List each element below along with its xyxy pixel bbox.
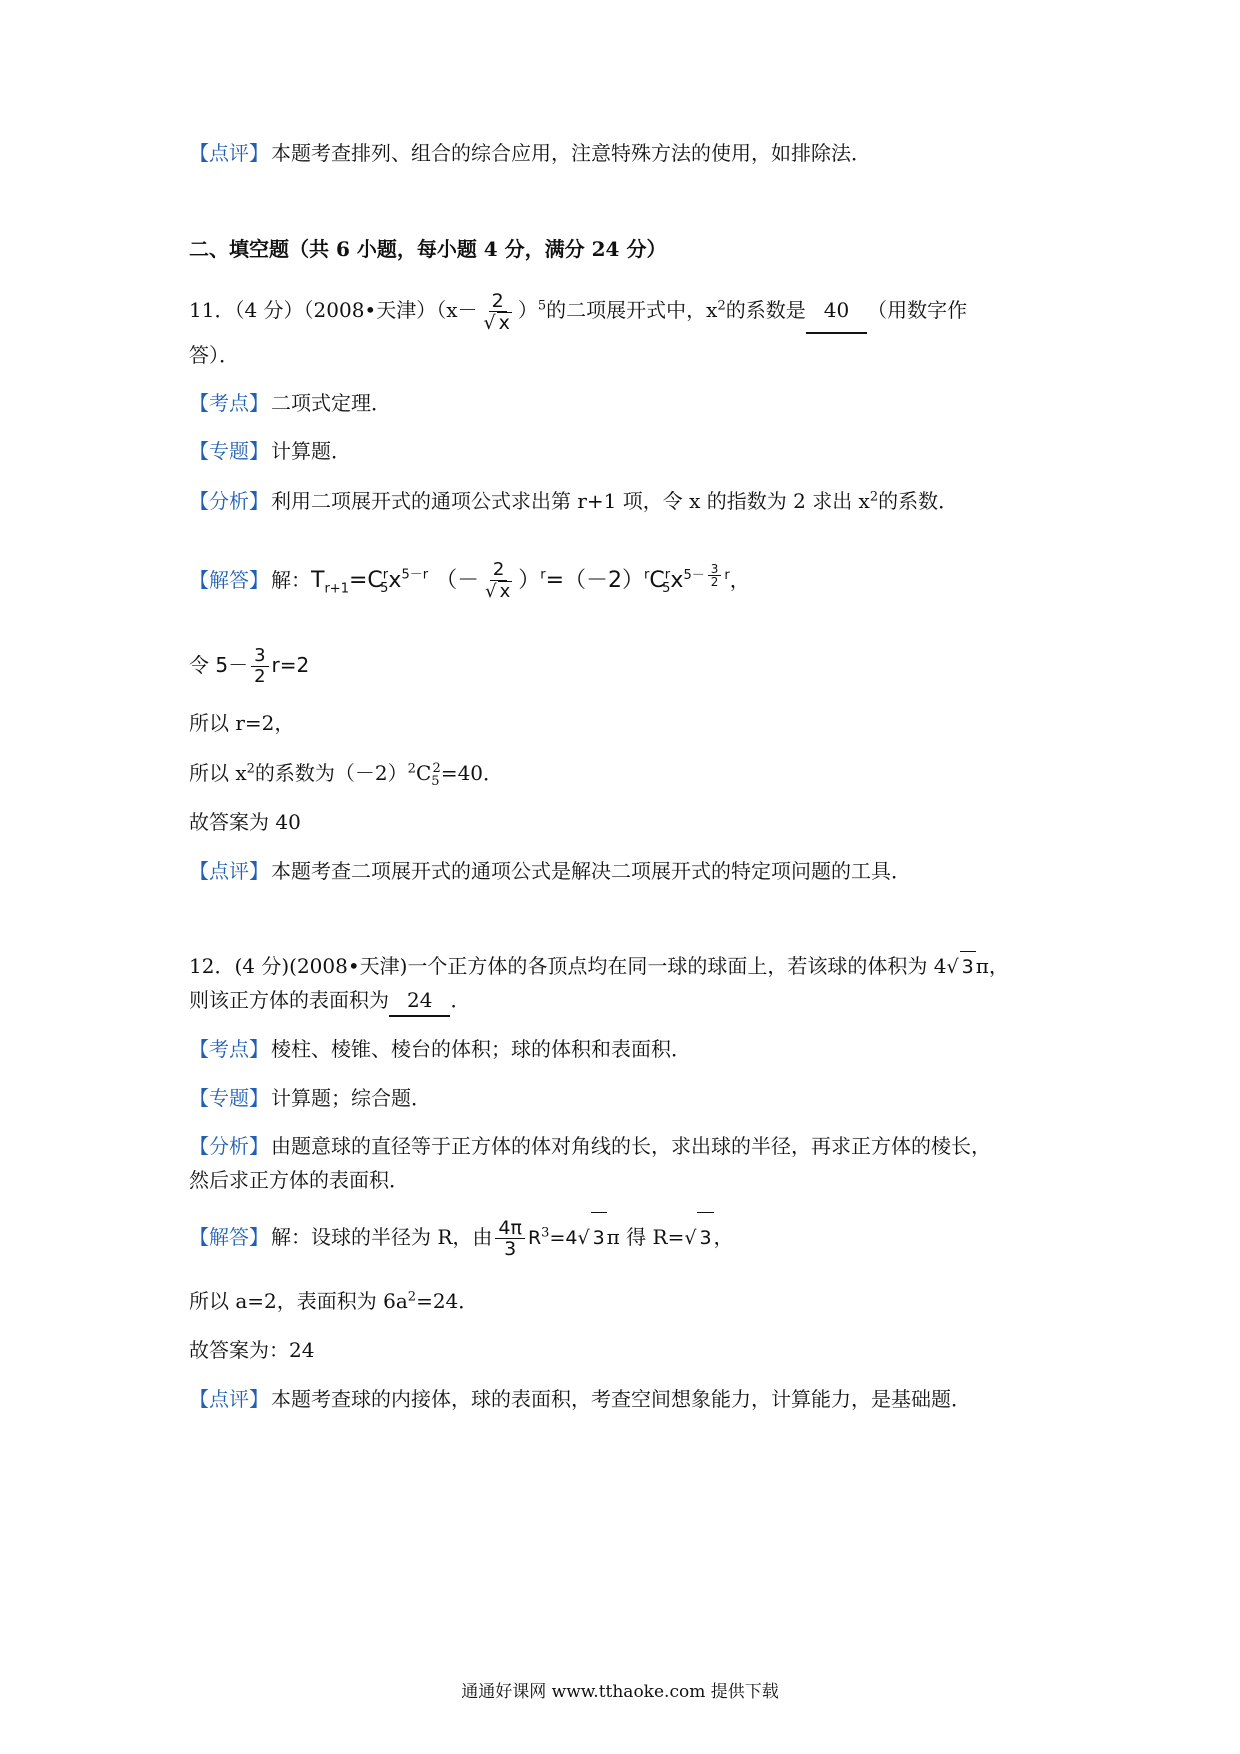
q12-answer: 24 xyxy=(389,985,450,1017)
jieda-sqrt-value: 3 xyxy=(591,1212,607,1263)
q11-zhuanti xyxy=(189,436,1060,466)
q11-dianping xyxy=(189,856,1060,886)
coef-part: =40． xyxy=(440,761,504,785)
q11-sqrt-x: x xyxy=(498,311,510,334)
dianping-text: 本题考查二项展开式的通项公式是解决二项展开式的特定项问题的工具． xyxy=(271,859,911,883)
zhuanti-tag: 【专题】 xyxy=(189,439,269,463)
jieda-text: 解：设球的半径为 R，由 xyxy=(271,1225,493,1249)
jieda-r: R xyxy=(527,1227,542,1249)
fenxi-text: 由题意球的直径等于正方体的体对角线的长，求出球的半径，再求正方体的棱长， xyxy=(271,1134,991,1158)
q12-jieda xyxy=(189,1212,1060,1262)
formula-frac-num: 2 xyxy=(490,560,507,581)
dianping-tag: 【点评】 xyxy=(189,859,269,883)
q11-stem-part: （用数字作 xyxy=(867,298,968,322)
jieda-sqrt2-value: 3 xyxy=(697,1212,713,1263)
q12-sqrt-value: 3 xyxy=(960,951,976,982)
formula-c-sub: 5 xyxy=(662,581,671,597)
jieda-tag: 【解答】 xyxy=(189,568,269,592)
jieda-text: π 得 R= xyxy=(606,1225,685,1249)
let-part: 令 5－ xyxy=(189,653,249,677)
q12-zhuanti xyxy=(189,1083,1060,1113)
review-line xyxy=(189,138,1060,168)
formula-c-sup: r xyxy=(382,567,389,583)
coef-sup: 2 xyxy=(432,761,441,777)
q12-stem xyxy=(189,951,1060,982)
q12-kaodian xyxy=(189,1034,1060,1064)
fenxi-text: 的系数． xyxy=(878,489,959,513)
fenxi-tag: 【分析】 xyxy=(189,1134,269,1158)
q11-stem-line2: 答）． xyxy=(189,343,239,367)
review-tag: 【点评】 xyxy=(189,141,269,165)
coef-part: 的系数为（－2） xyxy=(254,761,408,785)
jieda-frac-den: 3 xyxy=(504,1238,517,1260)
q12-stem-part: 12．(4 分)(2008•天津)一个正方体的各顶点均在同一球的球面上，若该球的体积为 4 xyxy=(189,954,947,978)
q12-stem-part: ． xyxy=(450,988,471,1012)
jieda-sqrt2: √ 3 xyxy=(684,1227,713,1249)
q11-answer: 40 xyxy=(806,288,867,334)
formula-sub: r+1 xyxy=(324,581,349,597)
q11-so-r: 所以 r=2， xyxy=(189,711,295,735)
let-num: 3 xyxy=(251,646,268,667)
dianping-tag: 【点评】 xyxy=(189,1387,269,1411)
q12-fenxi-line2: 然后求正方体的表面积． xyxy=(189,1168,409,1192)
q11-fraction xyxy=(481,291,515,333)
zhuanti-text: 计算题． xyxy=(271,439,351,463)
formula-paren: （－ xyxy=(435,568,480,593)
kaodian-tag: 【考点】 xyxy=(189,1037,269,1061)
jieda-tag: 【解答】 xyxy=(189,1225,269,1249)
a-line-text: 所以 a=2，表面积为 6a xyxy=(189,1289,408,1313)
jieda-eq: =4 xyxy=(549,1227,578,1249)
exp2-den: 2 xyxy=(710,574,719,589)
coef-pow: 2 xyxy=(407,761,416,777)
exp2-frac xyxy=(708,563,722,588)
q12-sqrt: √ 3 xyxy=(947,956,976,978)
q11-fraction-den: √ x xyxy=(483,311,510,334)
kaodian-text: 棱柱、棱锥、棱台的体积；球的体积和表面积． xyxy=(271,1037,691,1061)
q11-stem-part: 11．（4 分）（2008•天津）（x－ xyxy=(189,298,478,322)
kaodian-text: 二项式定理． xyxy=(271,391,391,415)
q11-let-line xyxy=(189,640,1060,690)
page-footer: 通通好课网 www.tthaoke.com 提供下载 xyxy=(461,1682,779,1702)
q11-jieda xyxy=(189,550,1060,610)
exp2-num: 3 xyxy=(708,563,722,576)
q11-x-power: 2 xyxy=(717,298,726,314)
q11-answer-line: 故答案为 40 xyxy=(189,810,301,834)
dianping-text: 本题考查球的内接体，球的表面积，考查空间想象能力，计算能力，是基础题． xyxy=(271,1387,971,1411)
q11-coef-line xyxy=(189,758,1060,788)
jieda-intro: 解： xyxy=(271,568,311,592)
formula-r-sup: r xyxy=(540,567,546,583)
q11-stem xyxy=(189,288,1060,332)
jieda-pow: 3 xyxy=(541,1225,550,1241)
review-text: 本题考查排列、组合的综合应用，注意特殊方法的使用，如排除法． xyxy=(271,141,871,165)
coef-part: 所以 x xyxy=(189,761,247,785)
exp2-part: r xyxy=(724,567,730,583)
q11-stem-part: 的系数是 xyxy=(725,298,806,322)
fenxi-tag: 【分析】 xyxy=(189,489,269,513)
q12-stem-part: 则该正方体的表面积为 xyxy=(189,988,389,1012)
jieda-frac-num: 4π xyxy=(495,1218,525,1239)
a-line-text: =24． xyxy=(416,1289,479,1313)
formula-comma: ， xyxy=(729,568,750,592)
coef-part: C xyxy=(415,761,432,785)
formula-exp2 xyxy=(683,561,730,589)
q11-fenxi xyxy=(189,486,1060,516)
kaodian-tag: 【考点】 xyxy=(189,391,269,415)
zhuanti-tag: 【专题】 xyxy=(189,1086,269,1110)
formula-r-sup: r xyxy=(644,567,650,583)
formula-c-sub: 5 xyxy=(380,581,389,597)
exp2-part: 5－ xyxy=(683,567,705,583)
fenxi-power: 2 xyxy=(869,489,879,505)
q12-stem-part: π， xyxy=(975,954,1009,978)
q12-stem-line2 xyxy=(189,985,1060,1017)
formula-x-exp: 5－r xyxy=(401,567,429,583)
q11-stem-part: 的二项展开式中，x xyxy=(546,298,718,322)
formula-eq: =C xyxy=(348,568,383,593)
coef-sub: 5 xyxy=(431,774,440,789)
q11-kaodian xyxy=(189,388,1060,418)
a-line-pow: 2 xyxy=(407,1289,417,1305)
formula-frac xyxy=(482,560,515,602)
formula-frac-den: √ x xyxy=(485,581,511,602)
q12-dianping xyxy=(189,1384,1060,1414)
let-part: r=2 xyxy=(271,653,310,677)
zhuanti-text: 计算题；综合题． xyxy=(271,1086,431,1110)
q12-answer-line: 故答案为：24 xyxy=(189,1338,315,1362)
formula-sqrt-x: x xyxy=(499,581,511,602)
q11-fraction-num: 2 xyxy=(489,291,507,312)
formula-eq2: =（－2） xyxy=(545,568,645,593)
q11-formula: $T_{r+1}=C^r_5x^{5-r}$ （－ $\frac{2}{√ x}$ ）$^r=(-2)^rC^r_5x^{5- \frac{3}{2} r}$ xyxy=(311,559,730,602)
jieda-text: ， xyxy=(713,1225,734,1249)
jieda-sqrt: √ 3 xyxy=(577,1227,606,1249)
jieda-frac xyxy=(495,1218,525,1259)
q12-a-line xyxy=(189,1286,1060,1316)
formula-t: T xyxy=(311,568,325,593)
formula-c-sup: r xyxy=(664,567,671,583)
coef-pow: 2 xyxy=(246,761,255,777)
formula-paren: ） xyxy=(518,568,541,593)
q11-stem-part: ） xyxy=(517,298,538,322)
let-frac xyxy=(251,646,268,687)
q12-fenxi xyxy=(189,1131,1060,1161)
section-heading: 二、填空题（共 6 小题，每小题 4 分，满分 24 分） xyxy=(189,237,667,261)
let-den: 2 xyxy=(254,666,266,687)
fenxi-text: 利用二项展开式的通项公式求出第 r+1 项，令 x 的指数为 2 求出 x xyxy=(271,489,870,513)
q11-power: 5 xyxy=(537,298,547,314)
